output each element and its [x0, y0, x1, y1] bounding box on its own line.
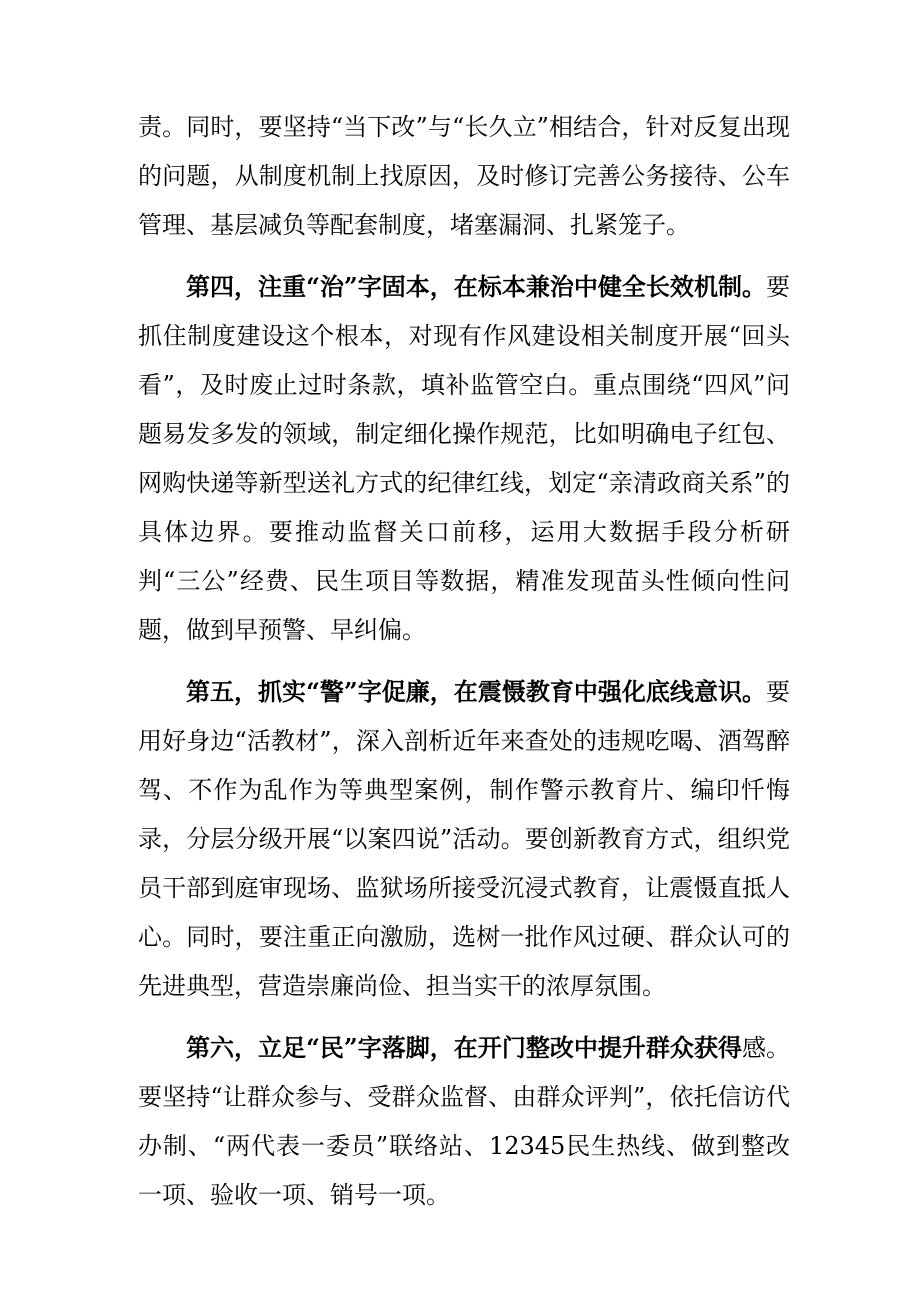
paragraph-heading: 第五，抓实“警”字促廉，在震慑教育中强化底线意识。 [186, 677, 766, 706]
paragraph-text: 要抓住制度建设这个根本，对现有作风建设相关制度开展“回头看”，及时废止过时条款，填补监管空白。重点围绕“四风”问题易发多发的领域，制定细化操作规范，比如明确电子红包、网购快递等新型送礼方式的纪律红线，划定“亲清政商关系”的具体边界。要推动监督关口前移，运用大数据手段分析研判“三公”经费、民生项目等数据，精准发现苗头性倾向性问题，做到早预警、早纠偏。 [138, 273, 790, 644]
paragraph-text: 责。同时，要坚持“当下改”与“长久立”相结合，针对反复出现的问题，从制度机制上找原因，及时修订完善公务接待、公车管理、基层减负等配套制度，堵塞漏洞、扎紧笼子。 [138, 113, 790, 239]
paragraph-continuation [138, 103, 790, 250]
paragraph-text: 要用好身边“活教材”，深入剖析近年来查处的违规吃喝、酒驾醉驾、不作为乱作为等典型案例，制作警示教育片、编印忏悔录，分层分级开展“以案四说”活动。要创新教育方式，组织党员干部到庭审现场、监狱场所接受沉浸式教育，让震慑直抵人心。同时，要注重正向激励，选树一批作风过硬、群众认可的先进典型，营造崇廉尚俭、担当实干的浓厚氛围。 [138, 678, 790, 1000]
paragraph-fifth [138, 667, 790, 1011]
paragraph-heading: 第六，立足“民”字落脚，在开门整改中提升群众获得 [186, 1033, 742, 1062]
paragraph-text: 感。要坚持“让群众参与、受群众监督、由群众评判”，依托信访代办制、“两代表一委员”联络站、12345民生热线、做到整改一项、验收一项、销号一项。 [138, 1034, 790, 1209]
paragraph-fourth [138, 262, 790, 655]
paragraph-heading: 第四，注重“治”字固本，在标本兼治中健全长效机制。 [186, 272, 766, 301]
document-page [138, 103, 790, 1220]
paragraph-sixth [138, 1023, 790, 1220]
